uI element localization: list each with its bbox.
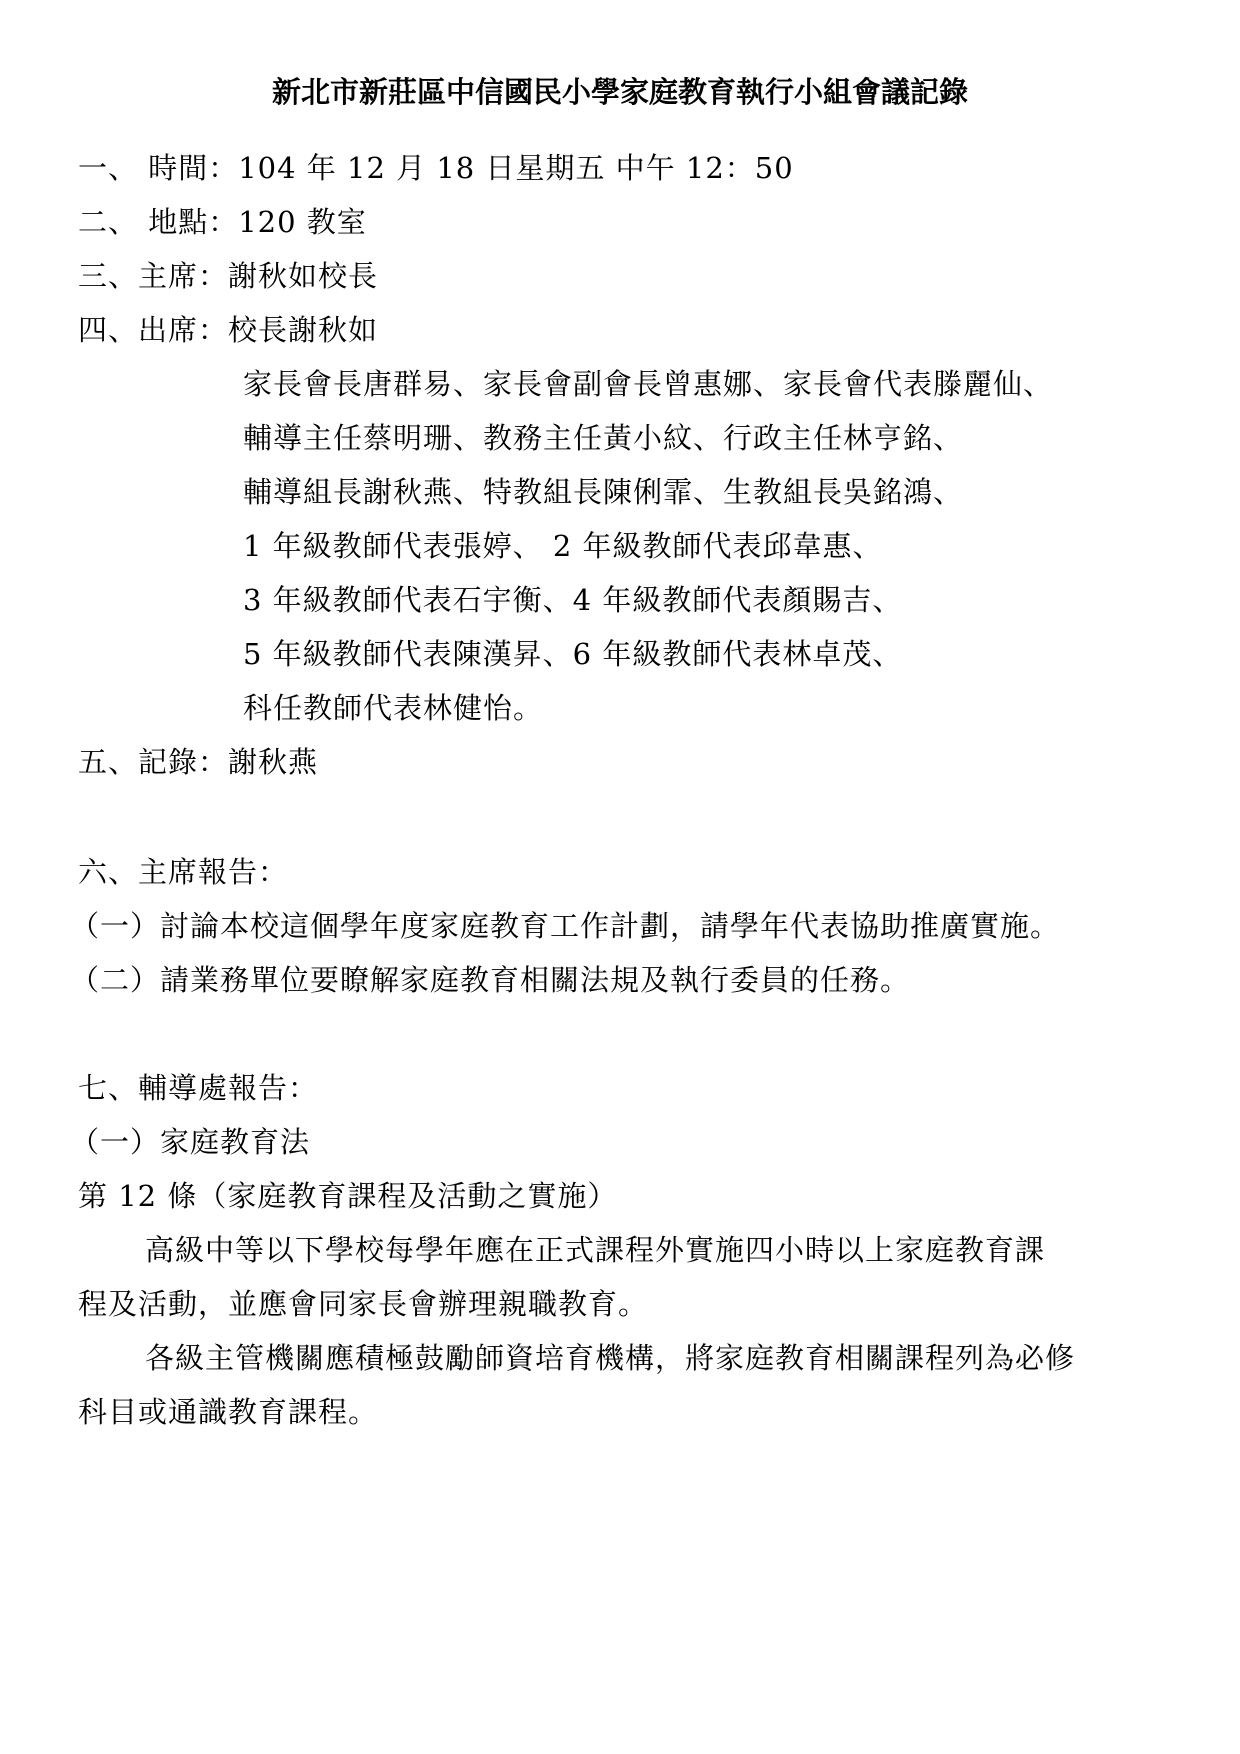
meeting-recorder: 五、記錄：謝秋燕 (78, 745, 319, 779)
law-article-paragraph: 科目或通識教育課程。 (78, 1395, 379, 1429)
counseling-report-heading: 七、輔導處報告： (78, 1071, 319, 1105)
attendee-line: 家長會長唐群易、家長會副會長曾惠娜、家長會代表滕麗仙、 (243, 367, 1054, 401)
counseling-report-item: （一）家庭教育法 (70, 1125, 311, 1159)
chair-report-item: （一）討論本校這個學年度家庭教育工作計劃，請學年代表協助推廣實施。 (70, 909, 1061, 943)
attendance-heading: 四、出席：校長謝秋如 (78, 313, 379, 347)
meeting-chair: 三、主席：謝秋如校長 (78, 259, 379, 293)
meeting-time: 一、 時間：104 年 12 月 18 日星期五 中午 12：50 (78, 151, 794, 185)
attendee-line: 1 年級教師代表張婷、 2 年級教師代表邱韋惠、 (243, 529, 883, 563)
attendee-line: 3 年級教師代表石宇衡、4 年級教師代表顏賜吉、 (243, 583, 903, 617)
attendee-line: 輔導主任蔡明珊、教務主任黃小紋、行政主任林亨銘、 (243, 421, 964, 455)
attendee-line: 5 年級教師代表陳漢昇、6 年級教師代表林卓茂、 (243, 637, 903, 671)
chair-report-heading: 六、主席報告： (78, 855, 289, 889)
chair-report-item: （二）請業務單位要瞭解家庭教育相關法規及執行委員的任務。 (70, 963, 911, 997)
attendee-line: 科任教師代表林健怡。 (243, 691, 544, 725)
meeting-location: 二、 地點：120 教室 (78, 205, 367, 239)
law-article-heading: 第 12 條（家庭教育課程及活動之實施） (78, 1179, 618, 1213)
attendee-line: 輔導組長謝秋燕、特教組長陳俐霏、生教組長吳銘鴻、 (243, 475, 964, 509)
law-article-paragraph: 高級中等以下學校每學年應在正式課程外實施四小時以上家庭教育課 (145, 1233, 1046, 1267)
document-title: 新北市新莊區中信國民小學家庭教育執行小組會議記錄 (271, 75, 968, 109)
law-article-paragraph: 程及活動，並應會同家長會辦理親職教育。 (78, 1287, 649, 1321)
law-article-paragraph: 各級主管機關應積極鼓勵師資培育機構，將家庭教育相關課程列為必修 (145, 1341, 1076, 1375)
